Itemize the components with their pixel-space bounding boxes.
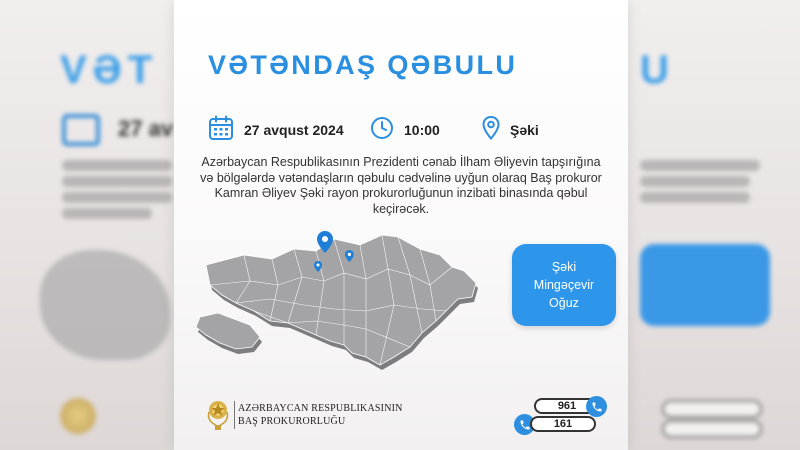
azerbaijan-map bbox=[184, 225, 504, 385]
event-description: Azərbaycan Respublikasının Prezidenti cənab İlham Əliyevin tapşırığına və bölgələrdə vətəndaşların qəbulu cədvəlinə uyğun olaraq Baş prokuror Kamran Əliyev Şəki rayon prokurorluğunun inzibati binasında qəbul keçirəcək. bbox=[200, 155, 602, 216]
background-calendar-icon bbox=[62, 114, 100, 146]
background-title-right: U bbox=[640, 48, 675, 92]
organization-logo bbox=[206, 398, 416, 432]
background-emblem bbox=[60, 398, 96, 434]
date-text: 27 avqust 2024 bbox=[244, 122, 344, 138]
event-date bbox=[208, 116, 344, 144]
background-title-left: VƏT bbox=[60, 48, 159, 92]
clock-icon bbox=[370, 116, 394, 145]
background-cities-box bbox=[640, 244, 770, 326]
background-text-line bbox=[640, 192, 750, 203]
phone-number: 961 bbox=[534, 398, 600, 414]
event-time bbox=[370, 116, 440, 144]
phone-contact-2 bbox=[514, 414, 594, 434]
emblem-icon bbox=[206, 398, 230, 432]
background-text-line bbox=[640, 176, 750, 187]
calendar-icon bbox=[208, 115, 234, 146]
organization-name-line2: BAŞ PROKURORLUĞU bbox=[238, 416, 346, 427]
background-text-line bbox=[640, 160, 760, 171]
background-phone-pill bbox=[662, 400, 762, 418]
event-info-row bbox=[208, 116, 608, 144]
poster-panel bbox=[174, 0, 628, 450]
city-name: Şəki bbox=[551, 260, 577, 274]
city-name: Mingəçevir bbox=[533, 278, 595, 292]
cities-box bbox=[512, 244, 616, 326]
map-exclave bbox=[196, 313, 260, 349]
logo-separator bbox=[234, 401, 235, 429]
phone-contact-1 bbox=[534, 396, 604, 416]
organization-name bbox=[238, 402, 403, 428]
background-text-line bbox=[62, 192, 172, 203]
poster-title: VƏTƏNDAŞ QƏBULU bbox=[208, 50, 518, 80]
background-map-shape bbox=[40, 250, 170, 360]
event-location bbox=[482, 116, 539, 144]
location-text: Şəki bbox=[510, 122, 539, 138]
time-text: 10:00 bbox=[404, 122, 440, 138]
background-phone-pill bbox=[662, 420, 762, 438]
location-pin-icon bbox=[482, 116, 500, 145]
background-text-line bbox=[62, 208, 152, 219]
background-text-line bbox=[62, 160, 172, 171]
city-name: Oğuz bbox=[549, 296, 579, 310]
background-date: 27 av bbox=[118, 116, 174, 141]
background-text-line bbox=[62, 176, 172, 187]
phone-number: 161 bbox=[530, 416, 596, 432]
organization-name-line1: AZƏRBAYCAN RESPUBLIKASININ bbox=[238, 403, 403, 414]
